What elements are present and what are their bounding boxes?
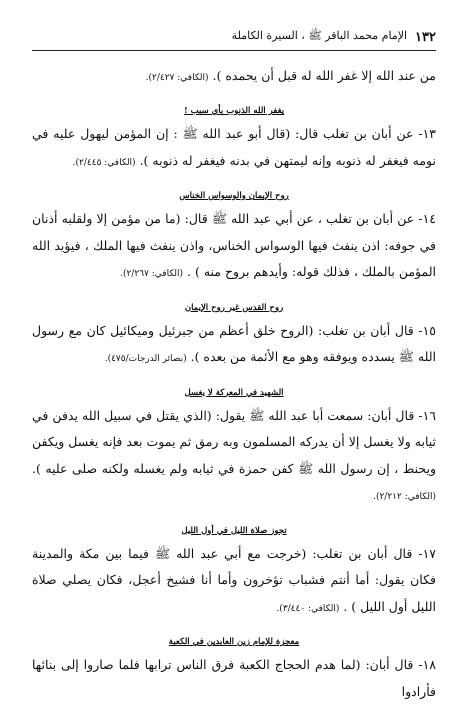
header-rule [32,50,436,51]
source-reference: (الكافي: ٢/٤٢٧). [145,73,209,83]
narration-section [32,105,436,176]
narration-paragraph [32,541,436,623]
paragraph-text: ١٥- قال أبان بن تغلب: (الروح خلق أعظم من جبرئيل وميكائيل كان مع رسول الله ﷺ يسدده ويوفقه وهو مع الأئمة من بعده ). [32,322,436,364]
source-reference: (بصائر الدرجات/٤٧٥). [104,354,187,364]
narration-section [32,636,436,705]
source-reference: (الكافي: ٢/٢٦٧). [120,269,184,279]
narration-paragraph [32,121,436,176]
narration-section [32,190,436,288]
section-heading: روح الإيمان والوسواس الخناس [179,191,289,201]
section-heading: يغفر الله الذنوب بأي سبب ! [183,106,285,116]
section-heading: الشهيد في المعركة لا يغسل [184,387,284,398]
source-reference: (الكافي: ٢/٤٤٥). [72,157,136,168]
source-reference: (الكافي: ٣/٤٤٠). [276,603,340,614]
paragraph-text: ١٣- عن أبان بن تغلب قال: (قال أبو عبد الله ﷺ : إن المؤمن ليهول عليه في نومه فيغفر له ذنوبه وإنه ليمتهن في بدنه فيغفر له ذنوبه ). [32,126,436,168]
paragraph-text: ١٧- قال أبان بن تغلب: (خرجت مع أبي عبد الله ﷺ فيما بين مكة والمدينة فكان يقول: أما أنتم فشباب تؤخرون وأما أنا فشيخ أعجل، فكان يصلي صلاة الليل أول الليل ) . [32,545,436,614]
paragraph-text: ١٨- قال أبان: (لما هدم الحجاج الكعبة فرق الناس ترابها فلما صاروا إلى بنائها فأرادوا [32,657,436,699]
paragraph-text: ١٤- عن أبان بن تغلب ، عن أبي عبد الله ﷺ قال: (ما من مؤمن إلا ولقلبه أذنان في جوفه: اذن ينفث فيها الوسواس الخناس، واذن ينفث فيها الملك ، فيؤيد الله المؤمن بالملك ، فذلك قوله: وأيدهم بروح منه ) . [32,211,436,279]
narration-paragraph [32,652,436,705]
narration-section [32,525,436,623]
running-header [32,26,436,48]
narration-section [32,387,436,511]
section-heading: تجوز صلاة الليل في أول الليل [181,525,287,536]
narration-paragraph [32,206,436,288]
source-reference: (الكافي: ٢/٢١٢). [373,492,436,502]
section-heading: معجزة للإمام زين العابدين في الكعبة [168,637,300,647]
running-title: الإمام محمد الباقر ﷺ ، السيرة الكاملة [231,29,408,42]
narration-paragraph [32,318,436,373]
paragraph-text: ١٦- قال أبان: سمعت أبا عبد الله ﷺ يقول: (الذي يقتل في سبيل الله يدفن في ثيابه ولا يغسل إلا أن يدركه المسلمون وبه رمق ثم يموت بعد فإنه يغسل ويكفن ويحنط ، إن رسول الله ﷺ كفن حمزة في ثيابه ولم يغسله ولكنه صلى عليه ). [32,407,436,476]
section-heading: روح القدس غير روح الإيمان [184,302,284,313]
continuation-paragraph [32,63,436,91]
narration-section [32,302,436,373]
narration-paragraph [32,403,436,511]
page-number: ١٣٢ [415,29,436,45]
paragraph-text: من عند الله إلا غفر الله له قبل أن يحمده ). [212,68,436,83]
